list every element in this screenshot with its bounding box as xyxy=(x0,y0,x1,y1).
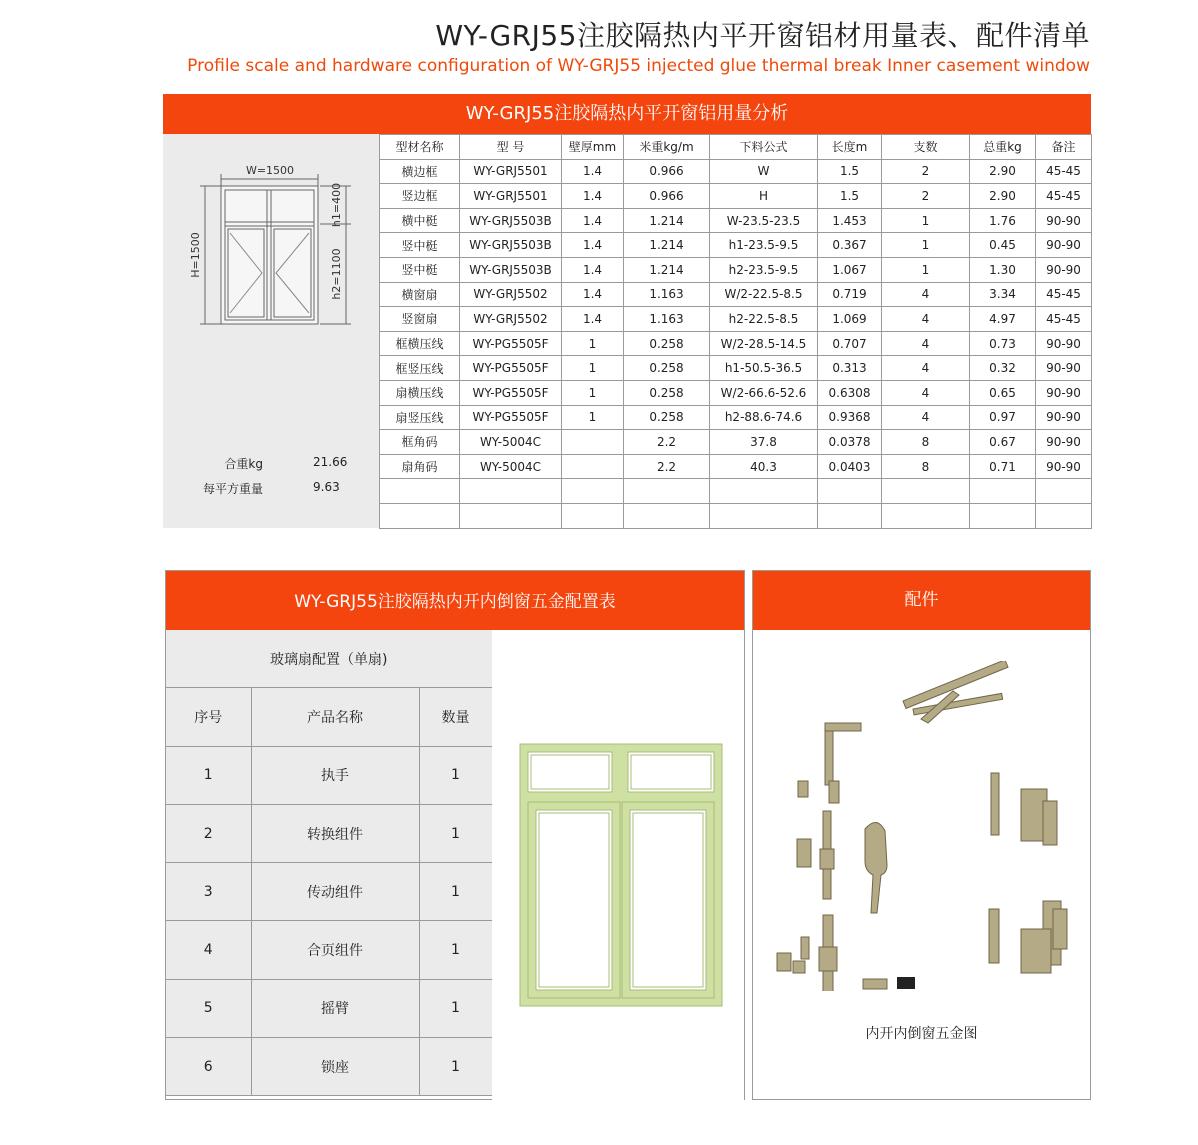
table-cell: 1.4 xyxy=(562,307,624,332)
table-cell: 竖中梃 xyxy=(380,233,460,258)
column-header: 总重kg xyxy=(970,135,1036,160)
table-cell: 0.0378 xyxy=(818,430,882,455)
table-cell: 1 xyxy=(882,257,970,282)
table-cell: 90-90 xyxy=(1036,233,1092,258)
table-row xyxy=(380,159,1092,184)
table-cell: 0.73 xyxy=(970,331,1036,356)
table-cell: 4.97 xyxy=(970,307,1036,332)
table-cell: WY-GRJ5502 xyxy=(460,307,562,332)
summary-weight-per-sqm xyxy=(163,475,379,499)
table-cell: 4 xyxy=(166,921,251,979)
table-cell: 2.90 xyxy=(970,184,1036,209)
table-cell: 90-90 xyxy=(1036,356,1092,381)
table-header-row xyxy=(166,688,492,746)
table-row xyxy=(380,503,1092,528)
table-cell: WY-PG5505F xyxy=(460,380,562,405)
table-cell: 2.2 xyxy=(624,430,710,455)
table-cell: 1 xyxy=(562,405,624,430)
table-cell: 2 xyxy=(166,804,251,862)
table-cell: h2-88.6-74.6 xyxy=(710,405,818,430)
table-cell: WY-PG5505F xyxy=(460,405,562,430)
table-cell: 1 xyxy=(562,380,624,405)
table-cell xyxy=(710,503,818,528)
summary-total-weight xyxy=(163,450,379,474)
window-drawing-panel xyxy=(163,134,379,528)
window-handle xyxy=(865,822,887,913)
table-cell: W xyxy=(710,159,818,184)
table-cell xyxy=(882,479,970,504)
accessories-panel xyxy=(752,570,1091,1100)
summary-label: 合重kg xyxy=(224,457,263,471)
page-subtitle: Profile scale and hardware configuration of WY-GRJ55 injected glue thermal break Inner casement window xyxy=(187,56,1090,76)
table-cell: 锁座 xyxy=(251,1038,419,1096)
column-header: 数量 xyxy=(419,688,492,746)
table-cell: 1.5 xyxy=(818,184,882,209)
table-row xyxy=(380,208,1092,233)
table-cell: 1 xyxy=(419,979,492,1037)
table-cell: 竖中梃 xyxy=(380,257,460,282)
table-cell: 6 xyxy=(166,1038,251,1096)
table-cell xyxy=(818,479,882,504)
table-cell: 1 xyxy=(419,863,492,921)
table-cell xyxy=(562,430,624,455)
column-header: 序号 xyxy=(166,688,251,746)
table-cell xyxy=(882,503,970,528)
table-row xyxy=(380,282,1092,307)
table-cell: 1.214 xyxy=(624,233,710,258)
table-cell: 1.4 xyxy=(562,208,624,233)
accessories-caption: 内开内倒窗五金图 xyxy=(865,1026,978,1042)
table-cell: 0.0403 xyxy=(818,454,882,479)
table-cell: 扇横压线 xyxy=(380,380,460,405)
h2-dimension-label: h2=1100 xyxy=(330,248,343,300)
column-header: 型 号 xyxy=(460,135,562,160)
column-header: 米重kg/m xyxy=(624,135,710,160)
table-cell: 0.966 xyxy=(624,184,710,209)
table-cell: 执手 xyxy=(251,746,419,804)
table-cell: 1.4 xyxy=(562,159,624,184)
table-row xyxy=(166,863,492,921)
table-cell xyxy=(970,503,1036,528)
accessories-section-banner: 配件 xyxy=(753,571,1090,630)
table-cell: 2.2 xyxy=(624,454,710,479)
table-cell: 90-90 xyxy=(1036,257,1092,282)
corner-hinge xyxy=(825,723,833,785)
table-cell xyxy=(1036,503,1092,528)
table-cell: 8 xyxy=(882,454,970,479)
table-row xyxy=(380,380,1092,405)
hardware-config-table xyxy=(166,630,493,1096)
table-cell: h2-23.5-9.5 xyxy=(710,257,818,282)
table-cell: 1.214 xyxy=(624,257,710,282)
table-cell: 1.4 xyxy=(562,233,624,258)
height-dimension-label: H=1500 xyxy=(189,232,202,278)
table-cell: 0.313 xyxy=(818,356,882,381)
table-cell: WY-GRJ5501 xyxy=(460,184,562,209)
table-row xyxy=(380,184,1092,209)
table-row xyxy=(380,331,1092,356)
table-cell: 1 xyxy=(419,746,492,804)
table-cell: 扇角码 xyxy=(380,454,460,479)
table-cell: 1 xyxy=(882,233,970,258)
table-row xyxy=(166,1038,492,1096)
table-cell: 90-90 xyxy=(1036,405,1092,430)
table-cell: 框横压线 xyxy=(380,331,460,356)
table-cell: 0.966 xyxy=(624,159,710,184)
table-cell xyxy=(562,503,624,528)
table-cell: 4 xyxy=(882,307,970,332)
table-cell: h1-50.5-36.5 xyxy=(710,356,818,381)
table-cell: 1.163 xyxy=(624,282,710,307)
table-cell xyxy=(624,479,710,504)
table-cell: 1.163 xyxy=(624,307,710,332)
table-cell: 0.258 xyxy=(624,405,710,430)
table-cell: 40.3 xyxy=(710,454,818,479)
table-row xyxy=(380,405,1092,430)
hardware-config-panel xyxy=(165,570,745,1100)
table-cell: 框角码 xyxy=(380,430,460,455)
column-header: 型材名称 xyxy=(380,135,460,160)
table-cell: 1.214 xyxy=(624,208,710,233)
table-row xyxy=(380,233,1092,258)
table-cell: 摇臂 xyxy=(251,979,419,1037)
table-cell: 90-90 xyxy=(1036,430,1092,455)
column-header: 产品名称 xyxy=(251,688,419,746)
table-cell: 转换组件 xyxy=(251,804,419,862)
profile-usage-table xyxy=(379,134,1092,529)
table-cell: 2.90 xyxy=(970,159,1036,184)
table-cell: 1 xyxy=(166,746,251,804)
table-row xyxy=(380,430,1092,455)
table-cell: WY-PG5505F xyxy=(460,356,562,381)
table-cell: 90-90 xyxy=(1036,380,1092,405)
table-cell: 1.069 xyxy=(818,307,882,332)
table-cell: 1.4 xyxy=(562,282,624,307)
table-row xyxy=(166,804,492,862)
summary-value: 21.66 xyxy=(313,455,348,469)
table-cell: 0.9368 xyxy=(818,405,882,430)
table-header-row xyxy=(380,135,1092,160)
table-cell: h2-22.5-8.5 xyxy=(710,307,818,332)
table-cell: 4 xyxy=(882,331,970,356)
table-cell: 2 xyxy=(882,159,970,184)
table-cell: 90-90 xyxy=(1036,208,1092,233)
column-header: 备注 xyxy=(1036,135,1092,160)
table-cell xyxy=(380,479,460,504)
table-cell: 传动组件 xyxy=(251,863,419,921)
table-row xyxy=(380,356,1092,381)
table-cell: 0.258 xyxy=(624,380,710,405)
table-row xyxy=(380,479,1092,504)
table-cell xyxy=(460,479,562,504)
hardware-section-banner: WY-GRJ55注胶隔热内开内倒窗五金配置表 xyxy=(166,571,744,630)
page-title: WY-GRJ55注胶隔热内平开窗铝材用量表、配件清单 xyxy=(435,19,1090,52)
table-cell: 1.30 xyxy=(970,257,1036,282)
table-cell xyxy=(970,479,1036,504)
table-cell: WY-GRJ5503B xyxy=(460,208,562,233)
table-row xyxy=(166,746,492,804)
profile-section-banner: WY-GRJ55注胶隔热内平开窗铝用量分析 xyxy=(163,94,1091,134)
table-cell: 1 xyxy=(419,1038,492,1096)
hardware-parts-image xyxy=(753,661,1090,991)
h1-dimension-label: h1=400 xyxy=(330,182,343,228)
table-cell xyxy=(380,503,460,528)
table-cell: WY-GRJ5502 xyxy=(460,282,562,307)
column-header: 下料公式 xyxy=(710,135,818,160)
table-cell: 3.34 xyxy=(970,282,1036,307)
table-cell: WY-5004C xyxy=(460,430,562,455)
table-cell xyxy=(1036,479,1092,504)
table-row xyxy=(380,454,1092,479)
table-cell: 1 xyxy=(419,804,492,862)
table-cell: 45-45 xyxy=(1036,282,1092,307)
table-cell: 37.8 xyxy=(710,430,818,455)
table-cell: 3 xyxy=(166,863,251,921)
table-cell: 横中梃 xyxy=(380,208,460,233)
table-subheader-row xyxy=(166,630,492,688)
table-cell: 4 xyxy=(882,356,970,381)
table-cell: W/2-66.6-52.6 xyxy=(710,380,818,405)
table-cell xyxy=(562,479,624,504)
table-cell: 5 xyxy=(166,979,251,1037)
table-cell: 45-45 xyxy=(1036,184,1092,209)
table-cell: 0.71 xyxy=(970,454,1036,479)
table-cell: W/2-28.5-14.5 xyxy=(710,331,818,356)
summary-label: 每平方重量 xyxy=(202,482,263,496)
table-cell: 1 xyxy=(562,331,624,356)
table-cell: 0.32 xyxy=(970,356,1036,381)
table-cell: 0.45 xyxy=(970,233,1036,258)
table-cell: 扇竖压线 xyxy=(380,405,460,430)
table-cell: WY-GRJ5501 xyxy=(460,159,562,184)
table-cell: 0.258 xyxy=(624,331,710,356)
green-window-illustration xyxy=(492,630,744,1100)
table-cell: 4 xyxy=(882,405,970,430)
table-row xyxy=(380,307,1092,332)
window-illustration-area xyxy=(492,630,744,1100)
table-cell: 8 xyxy=(882,430,970,455)
table-cell: 1.5 xyxy=(818,159,882,184)
summary-value: 9.63 xyxy=(313,480,340,494)
window-dimension-drawing xyxy=(163,134,379,334)
table-cell: WY-GRJ5503B xyxy=(460,233,562,258)
table-cell: 框竖压线 xyxy=(380,356,460,381)
table-cell: 横窗扇 xyxy=(380,282,460,307)
column-header: 支数 xyxy=(882,135,970,160)
table-cell: 2 xyxy=(882,184,970,209)
table-cell: 1.76 xyxy=(970,208,1036,233)
table-cell: 横边框 xyxy=(380,159,460,184)
table-cell: 45-45 xyxy=(1036,307,1092,332)
table-cell: 1.4 xyxy=(562,257,624,282)
table-cell: 0.707 xyxy=(818,331,882,356)
column-header: 壁厚mm xyxy=(562,135,624,160)
table-cell: 1.453 xyxy=(818,208,882,233)
table-cell: 90-90 xyxy=(1036,331,1092,356)
table-cell: 1.067 xyxy=(818,257,882,282)
table-cell: 1 xyxy=(562,356,624,381)
table-cell: 0.258 xyxy=(624,356,710,381)
table-cell: W-23.5-23.5 xyxy=(710,208,818,233)
table-cell: 1 xyxy=(419,921,492,979)
table-cell: WY-GRJ5503B xyxy=(460,257,562,282)
table-cell: 90-90 xyxy=(1036,454,1092,479)
table-row xyxy=(166,921,492,979)
table-cell: 45-45 xyxy=(1036,159,1092,184)
table-cell: WY-5004C xyxy=(460,454,562,479)
table-cell xyxy=(624,503,710,528)
table-cell: W/2-22.5-8.5 xyxy=(710,282,818,307)
table-cell: 合页组件 xyxy=(251,921,419,979)
table-cell: 1 xyxy=(882,208,970,233)
table-cell xyxy=(562,454,624,479)
table-cell: 0.65 xyxy=(970,380,1036,405)
width-dimension-label: W=1500 xyxy=(245,164,295,177)
table-cell: WY-PG5505F xyxy=(460,331,562,356)
column-header: 长度m xyxy=(818,135,882,160)
table-cell: 4 xyxy=(882,380,970,405)
table-row xyxy=(380,257,1092,282)
table-cell: 0.97 xyxy=(970,405,1036,430)
table-cell: 0.67 xyxy=(970,430,1036,455)
table-cell xyxy=(460,503,562,528)
table-cell: H xyxy=(710,184,818,209)
table-cell: 0.6308 xyxy=(818,380,882,405)
table-cell: 0.719 xyxy=(818,282,882,307)
table-cell: 4 xyxy=(882,282,970,307)
table-cell xyxy=(710,479,818,504)
table-cell: 0.367 xyxy=(818,233,882,258)
table-cell: 1.4 xyxy=(562,184,624,209)
glass-sash-config-label: 玻璃扇配置（单扇) xyxy=(166,630,492,688)
table-row xyxy=(166,979,492,1037)
table-cell: h1-23.5-9.5 xyxy=(710,233,818,258)
table-cell xyxy=(818,503,882,528)
table-cell: 竖边框 xyxy=(380,184,460,209)
table-cell: 竖窗扇 xyxy=(380,307,460,332)
